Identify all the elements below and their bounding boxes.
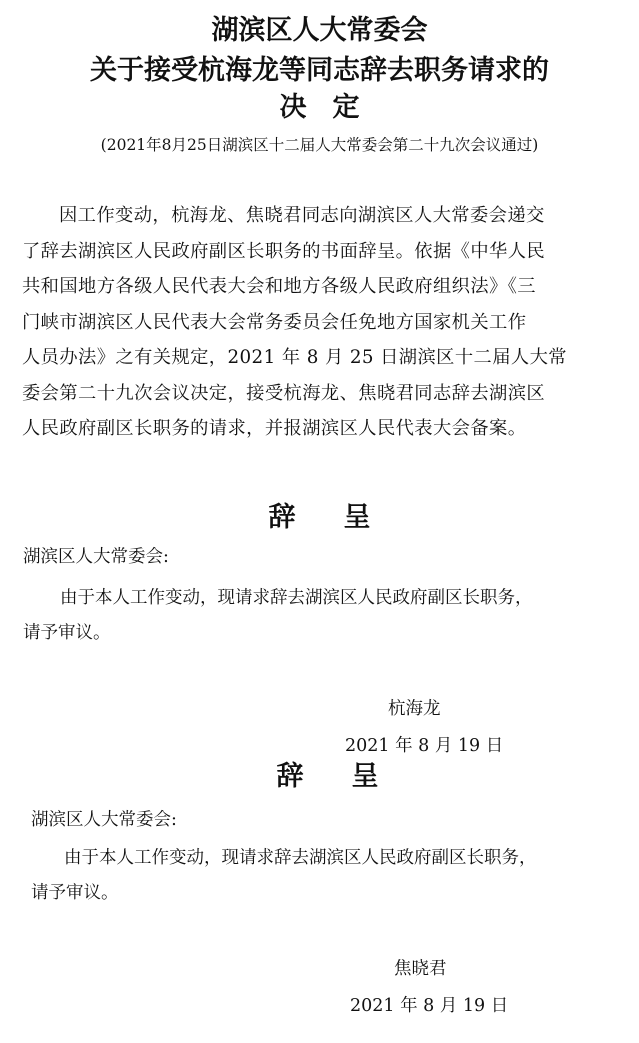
body-line: 人民政府副区长职务的请求，并报湖滨区人民代表大会备案。: [22, 418, 527, 439]
document-title-line-1: 湖滨区人大常委会: [211, 15, 428, 46]
resignation-salutation: 湖滨区人大常委会:: [23, 547, 169, 567]
body-line: 人员办法》之有关规定，2021 年 8 月 25 日湖滨区十二届人大常: [22, 347, 567, 368]
resignation-signer: 焦晓君: [394, 959, 447, 979]
body-line: 委会第二十九次会议决定，接受杭海龙、焦晓君同志辞去湖滨区: [22, 382, 546, 404]
document-title-line-3: 决定: [279, 92, 386, 123]
body-line: 门峡市湖滨区人民代表大会常务委员会任免地方国家机关工作: [22, 311, 527, 333]
body-line: 了辞去湖滨区人民政府副区长职务的书面辞呈。依据《中华人民: [22, 240, 546, 262]
resignation-heading: 辞呈: [268, 502, 419, 533]
body-line: 共和国地方各级人民代表大会和地方各级人民政府组织法》《三: [22, 276, 536, 297]
resignation-heading: 辞呈: [276, 761, 427, 792]
resignation-salutation: 湖滨区人大常委会:: [31, 810, 177, 830]
decision-body: [22, 198, 620, 447]
resignation-body-line: 请予审议。: [31, 883, 119, 903]
resignation-body-line: 由于本人工作变动，现请求辞去湖滨区人民政府副区长职务，: [60, 588, 533, 608]
resignation-body-line: 请予审议。: [23, 623, 111, 643]
resignation-signer: 杭海龙: [388, 699, 441, 719]
document-subtitle: (2021年8月25日湖滨区十二届人大常委会第二十九次会议通过): [100, 136, 539, 154]
resignation-body-line: 由于本人工作变动，现请求辞去湖滨区人民政府副区长职务，: [64, 848, 537, 868]
resignation-date: 2021 年 8 月 19 日: [350, 996, 509, 1016]
body-line: 因工作变动，杭海龙、焦晓君同志向湖滨区人大常委会递交: [59, 205, 545, 226]
document-title-line-2: 关于接受杭海龙等同志辞去职务请求的: [90, 55, 549, 86]
resignation-date: 2021 年 8 月 19 日: [345, 736, 504, 756]
